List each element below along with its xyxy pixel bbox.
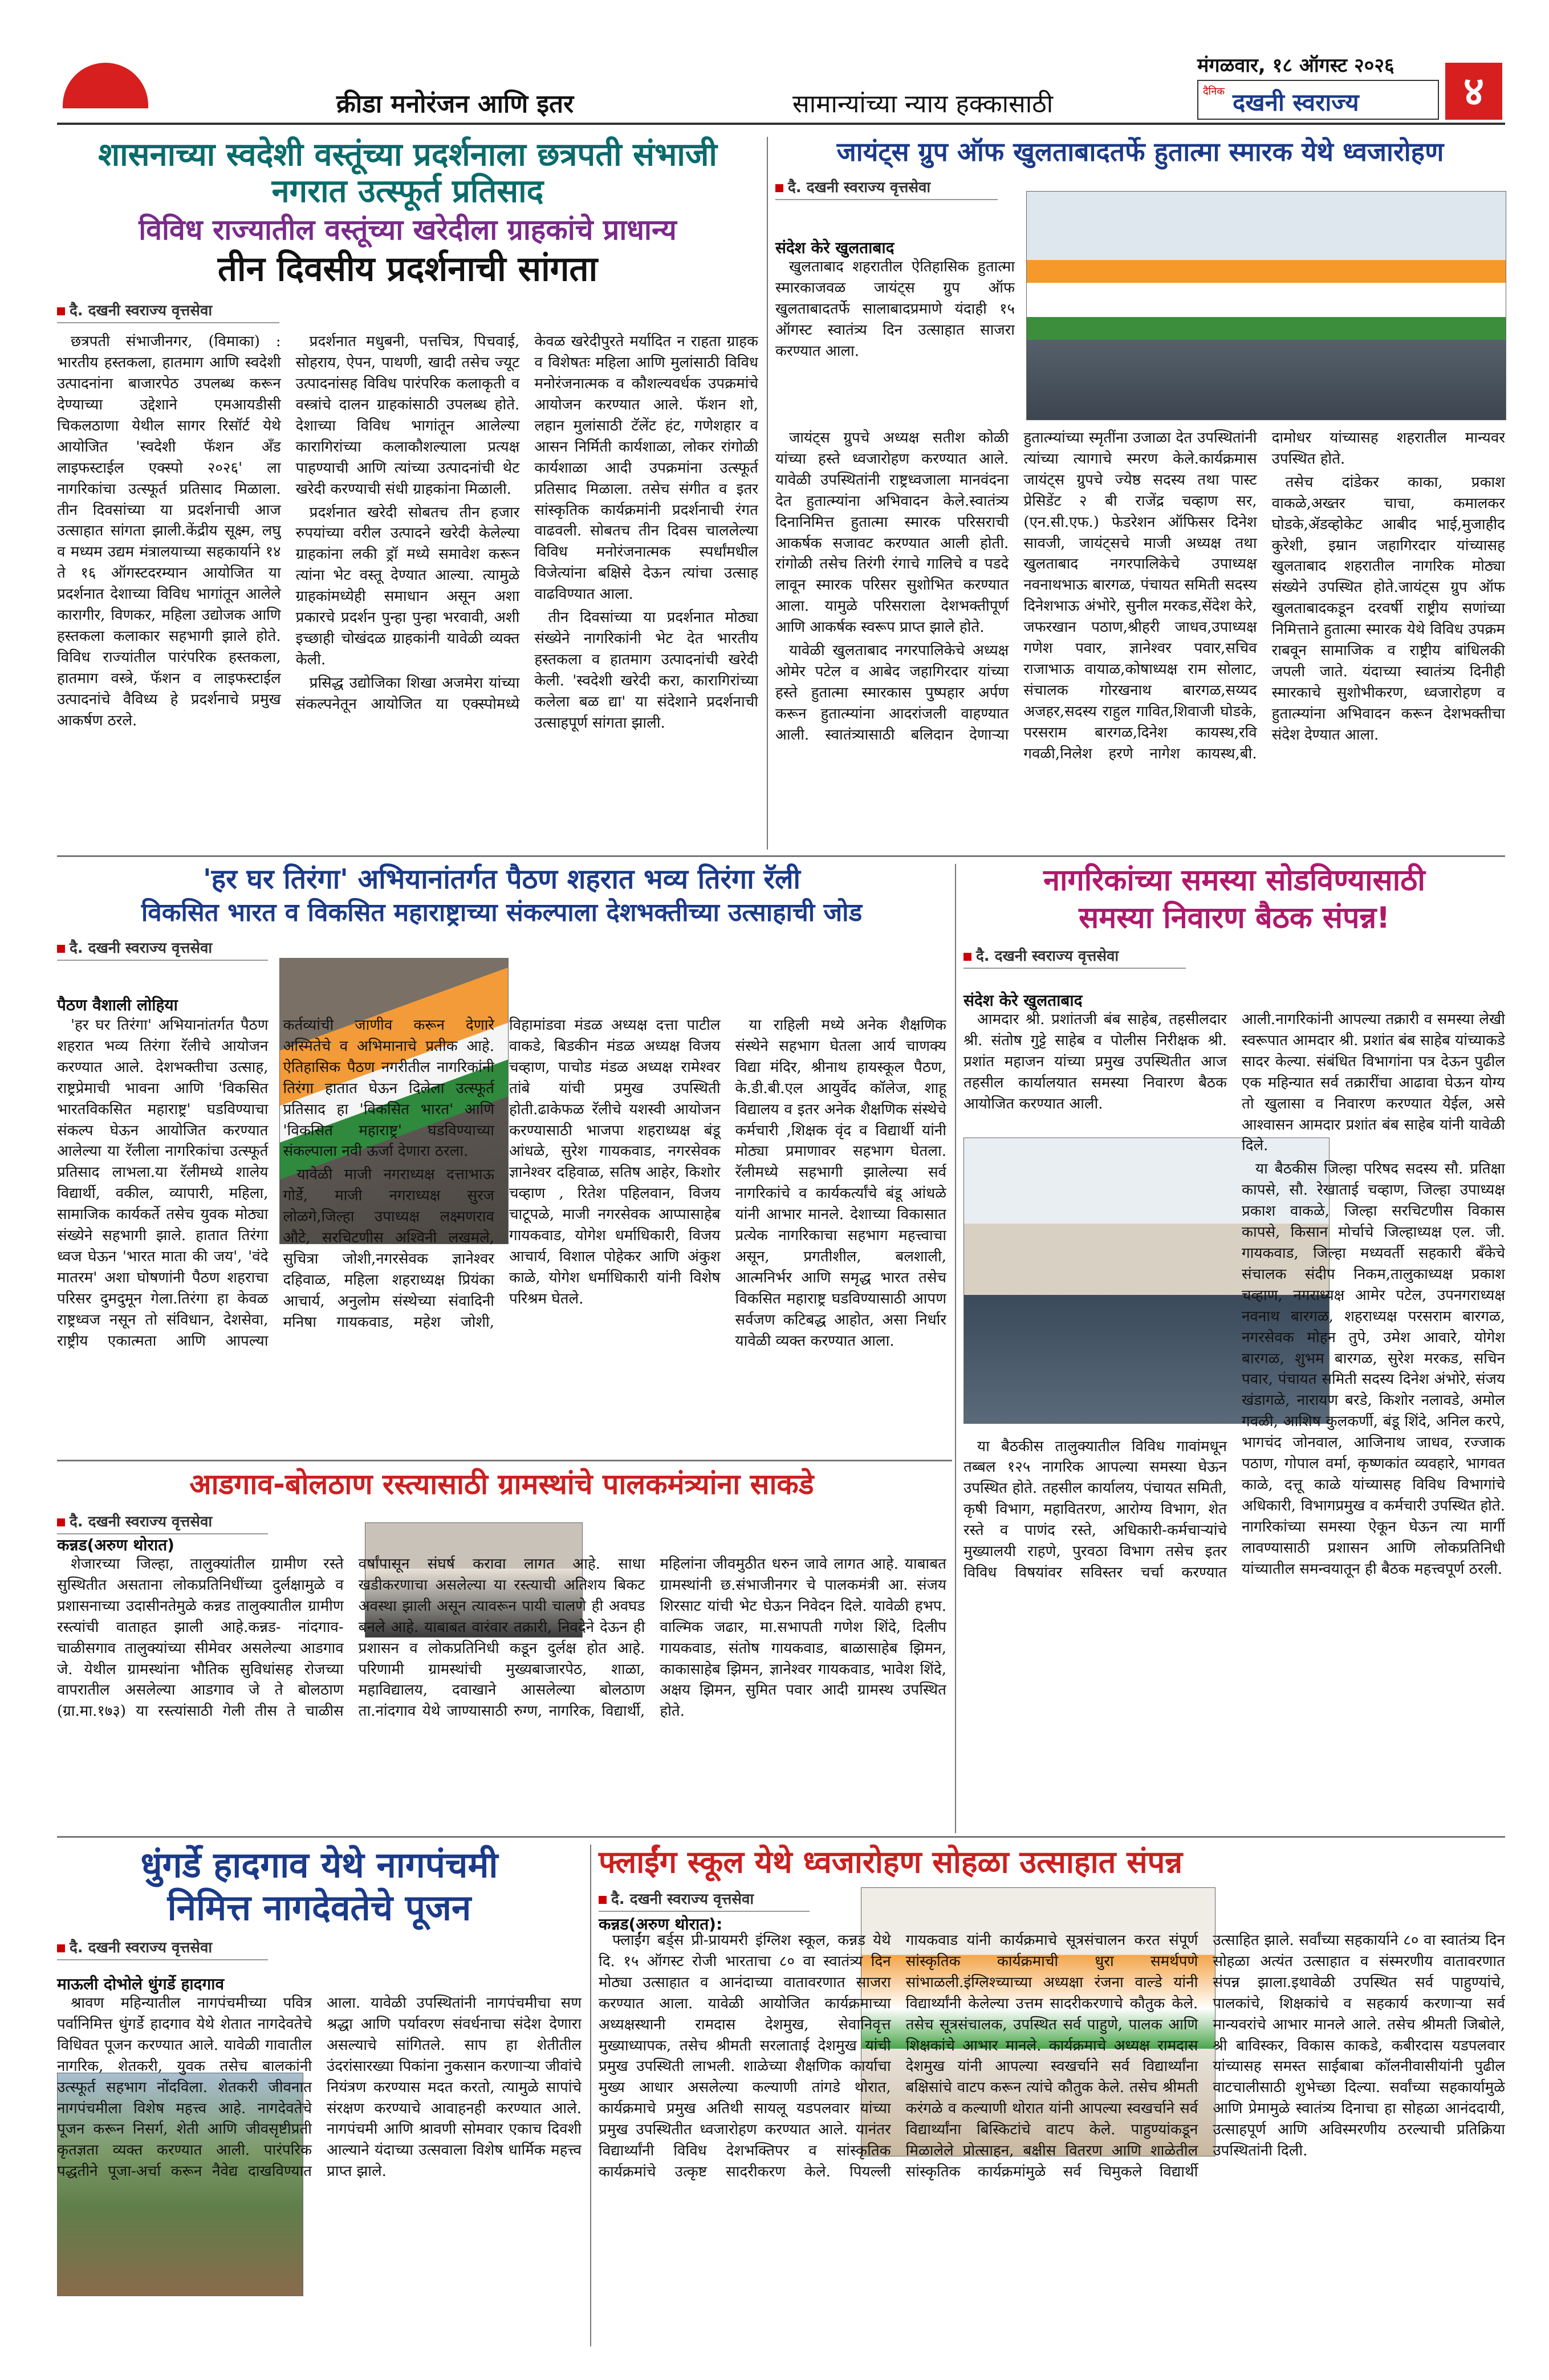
paragraph: प्रसिद्ध उद्योजिका शिखा अजमेरा यांच्या संकल्पनेतून आयोजित या एक्स्पोमध्ये केवळ खरेदीपुरते मर्यादित न राहता ग्राहक व विशेषतः महिला आणि मुलांसाठी विविध मनोरंजनात्मक व कौशल्यवर्धक उपक्रमांचे आयोजन करण्यात आले. फॅशन शो, लहान मुलांसाठी टॅलेंट हंट, गणेशहार व आसन निर्मिती कार्यशाळा, लोकर रांगोळी कार्यशाळा आदी उपक्रमांना उत्स्फूर्त प्रतिसाद मिळाला. तसेच संगीत व इतर सांस्कृतिक कार्यक्रमांनी प्रदर्शनाची रंगत वाढवली. सोबतच तीन दिवस चाललेल्या विविध मनोरंजनात्मक स्पर्धांमधील विजेत्यांना बक्षिसे देऊन त्यांचा उत्साह वाढविण्यात आला.: [295, 333, 758, 713]
headline: जायंट्स ग्रुप ऑफ खुलताबादतर्फे हुतात्मा स्मारक येथे ध्वजारोहण: [836, 136, 1444, 167]
paragraph: या बैठकीस जिल्हा परिषद सदस्य सौ. प्रतिक्षा कापसे, सौ. रेखाताई चव्हाण, जिल्हा उपाध्यक्ष प्रकाश वाकळे, जिल्हा सरचिटणीस विकास कापसे, किसान मोर्चाचे जिल्हाध्यक्ष एल. जी. गायकवाड, जिल्हा मध्यवर्ती सहकारी बँकेचे संचालक संदीप निकम,तालुकाध्यक्ष प्रकाश चव्हाण, नगराध्यक्ष आमेर पटेल, उपनगराध्यक्ष नवनाथ बारगळ, शहराध्यक्ष परसराम बारगळ, नगरसेवक मोहन तुपे, उमेश आवारे, योगेश बारगळ, शुभम बारगळ, सुरेश मरकड, सचिन पवार, पंचायत समिती सदस्य दिनेश अंभोरे, संजय खंडागळे, नारायण बरडे, किशोर नलावडे, अमोल गवळी, आशिष कुलकर्णी, बंडू शिंदे, अनिल करपे, भागचंद जोनवाल, आजिनाथ जाधव, रज्जाक पठाण, गोपाल वर्मा, कृष्णकांत व्यवहारे, भागवत काळे, दत्तू काळे यांच्यासह विविध विभागांचे अधिकारी, विभागप्रमुख व कर्मचारी उपस्थित होते. नागरिकांच्या समस्या ऐकून घेऊन त्या मार्गी लावण्यासाठी प्रशासन आणि लोकप्रतिनिधी यांच्यातील समन्वयातून ही बैठक महत्त्वपूर्ण ठरली.: [1242, 1160, 1505, 1578]
column-divider: [767, 137, 768, 850]
headline: धुंगर्डे हादगाव येथे नागपंचमी: [140, 1844, 498, 1886]
dateline: कन्नड(अरुण थोरात): [57, 1536, 174, 1554]
paragraph: श्रावण महिन्यातील नागपंचमीच्या पवित्र पर्वानिमित्त धुंगर्डे हादगाव येथे शेतात नागदेवतेचे विधिवत पूजन करण्यात आले. यावेळी गावातील नागरिक, शेतकरी, युवक तसेच बालकांनी उत्स्फूर्त सहभाग नोंदविला. शेतकरी जीवनात नागपंचमीला विशेष महत्त्व आहे. नागदेवतेचे पूजन करून निसर्ग, शेती आणि जीवसृष्टीप्रती कृतज्ञता व्यक्त करण्यात आली. पारंपरिक पद्धतीने पूजा-अर्चा करून नैवेद्य दाखविण्यात आला. यावेळी उपस्थितांनी नागपंचमीचा सण श्रद्धा आणि पर्यावरण संवर्धनाचा संदेश देणारा असल्याचे सांगितले. साप हा शेतीतील उंदरांसारख्या पिकांना नुकसान करणाऱ्या जीवांचे नियंत्रण करण्यास मदत करतो, त्यामुळे सापांचे संरक्षण करण्याचे आवाहनही करण्यात आले. नागपंचमी आणि श्रावणी सोमवार एकाच दिवशी आल्याने यंदाच्या उत्सवाला विशेष धार्मिक महत्त्व प्राप्त झाले.: [57, 1995, 582, 2180]
byline: [599, 1888, 810, 1912]
paper-logo: [1197, 80, 1439, 120]
masthead: [0, 0, 1549, 125]
column-divider: [590, 1845, 591, 2346]
section-divider: [57, 1460, 952, 1461]
bullet-icon: [57, 945, 65, 953]
paragraph: या बैठकीस तालुक्यातील विविध गावांमधून तब्बल १२५ नागरिक आपल्या समस्या घेऊन उपस्थित होते. तहसील कार्यालय, पंचायत समिती, कृषी विभाग, महावितरण, आरोग्य विभाग, शेत रस्ते व पाणंद रस्ते, अधिकारी-कर्मचाऱ्यांचे मुख्यालयी राहणे, पुरवठा विभाग तसेच इतर विविध विषयांवर सविस्तर चर्चा करण्यात आली.नागरिकांनी आपल्या तक्रारी व समस्या लेखी स्वरूपात आमदार श्री. प्रशांत बंब साहेब यांच्याकडे सादर केल्या. संबंधित विभागांना पत्र देऊन पुढील एक महिन्यात सर्व तक्रारींचा आढावा घेऊन योग्य तो खुलासा व निवारण करण्यात येईल, असे आश्वासन आमदार प्रशांत बंब साहेब यांनी यावेळी दिले.: [963, 1011, 1505, 1581]
dateline: कन्नड(अरुण थोरात):: [599, 1915, 723, 1934]
paper-logo-name: दखनी स्वराज्य: [1233, 88, 1359, 116]
article-body: [963, 1009, 1505, 1830]
subheadline: समस्या निवारण बैठक संपन्न!: [1079, 900, 1390, 935]
headline: नागरिकांच्या समस्या सोडविण्यासाठी: [1043, 863, 1425, 897]
paragraph: जायंट्स ग्रुपचे अध्यक्ष सतीश कोळी यांच्या हस्ते ध्वजारोहण करण्यात आले. यावेळी उपस्थितांनी राष्ट्रध्वजाला मानवंदना देत हुतात्म्यांना अभिवादन केले.स्वातंत्र्य दिनानिमित्त हुतात्मा स्मारक परिसराची आकर्षक सजावट करण्यात आली होती. रांगोळी तसेच तिरंगी रंगाचे गालिचे व पडदे लावून स्मारक परिसर सुशोभित करण्यात आला. यामुळे परिसराला देशभक्तीपूर्ण आणि आकर्षक स्वरूप प्राप्त झाले होते.: [775, 429, 1009, 636]
paragraph: तीन दिवसांच्या या प्रदर्शनात मोठ्या संख्येने नागरिकांनी भेट देत भारतीय हस्तकला व हातमाग उत्पादनांची खरेदी केली. 'स्वदेशी खरेदी करा, कारागिरांच्या कलेला बळ द्या' या संदेशाने प्रदर्शनाची उत्साहपूर्ण सांगता झाली.: [534, 609, 758, 732]
headline: आडगाव-बोलठाण रस्त्यासाठी ग्रामस्थांचे पालकमंत्र्यांना साकडे: [189, 1468, 814, 1501]
paragraph: तसेच दांडेकर काका, प्रकाश वाकळे,अख्तर चाचा, कमालकर घोडके,ॲडव्होकेट आबीद भाई,मुजाहीद कुरेशी, इम्रान जहागिरदार यांच्यासह खुलताबाद शहरातील नागरिक मोठ्या संख्येने उपस्थित होते.जायंट्स ग्रुप ऑफ खुलताबादकडून दरवर्षी राष्ट्रीय सणांच्या निमित्ताने हुतात्मा स्मारक येथे विविध उपक्रम राबवून सामाजिक व राष्ट्रीय बांधिलकी जपली जाते. यंदाच्या स्वातंत्र्य दिनीही स्मारकाचे सुशोभीकरण, ध्वजारोहण व हुतात्म्यांना अभिवादन करून देशभक्तीचा संदेश देण्यात आला.: [1271, 473, 1505, 744]
section-label: क्रीडा मनोरंजन आणि इतर: [336, 90, 574, 119]
byline: [57, 1936, 268, 1960]
paragraph: प्रदर्शनात खरेदी सोबतच तीन हजार रुपयांच्या वरील उत्पादने खरेदी केलेल्या ग्राहकांना लकी ड्रॉ मध्ये समावेश करून त्यांना भेट वस्तू देण्यात आल्या. त्यामुळे ग्राहकांमध्येही समाधान असून अशा प्रकारचे प्रदर्शन पुन्हा पुन्हा भरवावी, अशी इच्छाही चोखंदळ ग्राहकांनी यावेळी व्यक्त केली.: [295, 503, 520, 668]
dateline: संदेश केरे खुलताबाद: [775, 238, 895, 257]
paragraph: आमदार श्री. प्रशांतजी बंब साहेब, तहसीलदार श्री. संतोष गुट्टे साहेब व पोलीस निरीक्षक श्री. प्रशांत महाजन यांच्या प्रमुख उपस्थितीत आज तहसील कार्यालयात समस्या निवारण बैठक आयोजित करण्यात आली.: [963, 1011, 1227, 1112]
bullet-icon: [57, 1944, 65, 1952]
dateline: माऊली दोभोले धुंगर्डे हादगाव: [57, 1975, 225, 1993]
subheadline: विविध राज्यातील वस्तूंच्या खरेदीला ग्राहकांचे प्राधान्य: [139, 213, 677, 246]
bullet-icon: [775, 184, 783, 192]
paragraph: यावेळी खुलताबाद नगरपालिकेचे अध्यक्ष ओमेर पटेल व आबेद जहागिरदार यांच्या हस्ते हुतात्मा स्मारकास पुष्पहार अर्पण करून हुतात्म्यांना आदरांजली वाहण्यात आली. स्वातंत्र्यासाठी बलिदान देणाऱ्या हुतात्म्यांच्या स्मृतींना उजाळा देत उपस्थितांनी त्यांच्या त्यागाचे स्मरण केले.कार्यक्रमास जायंट्स ग्रुपचे ज्येष्ठ सदस्य तथा पास्ट प्रेसिडेंट २ बी राजेंद्र चव्हाण सर, (एन.सी.एफ.) फेडरेशन ऑफिसर दिनेश सावजी, जायंट्सचे माजी अध्यक्ष तथा खुलताबाद नगरपालिकेचे उपाध्यक्ष नवनाथभाऊ बारगळ, पंचायत समिती सदस्य दिनेशभाऊ अंभोरे, सुनील मरकड,सेंदेश केरे, जफरखान पठाण,श्रीहरी जाधव,उपाध्यक्ष गणेश पवार, ज्ञानेश्वर पवार,सचिव राजाभाऊ वायाळ,कोषाध्यक्ष राम सोलाट, संचालक गोरखनाथ बारगळ,सय्यद अजहर,सदस्य राहुल गावित,शिवाजी घोडके, परसराम बारगळ,दिनेश कायस्थ,रवि गवळी,निलेश हरणे नागेश कायस्थ,बी. दामोधर यांच्यासह शहरातील मान्यवर उपस्थित होते.: [775, 429, 1505, 762]
article-body: [57, 1993, 582, 2346]
subheadline-2: तीन दिवसीय प्रदर्शनाची सांगता: [217, 249, 598, 290]
article-flying-school: [599, 1845, 1505, 2346]
paragraph: खुलताबाद शहरातील ऐतिहासिक हुतात्मा स्मारकाजवळ जायंट्स ग्रुप ऑफ खुलताबादतर्फे सालाबादप्रमाणे यंदाही १५ ऑगस्ट स्वातंत्र्य दिन उत्साहात साजरा करण्यात आला.: [775, 258, 1015, 360]
byline: [57, 937, 268, 961]
headline: शासनाच्या स्वदेशी वस्तूंच्या प्रदर्शनाला छत्रपती संभाजी नगरात उत्स्फूर्त प्रतिसाद: [98, 136, 717, 210]
article-exhibition: [57, 137, 758, 850]
paragraph: शेजारच्या जिल्हा, तालुक्यांतील ग्रामीण रस्ते सुस्थितीत असताना लोकप्रतिनिधींच्या दुर्लक्षामुळे व प्रशासनाच्या उदासीनतेमुळे कन्नड तालुक्यातील ग्रामीण रस्त्यांची वाताहत झाली आहे.कन्नड- नांदगाव- चाळीसगाव तालुक्यांच्या सीमेवर असलेल्या आडगाव जे. येथील ग्रामस्थांना भौतिक सुविधांसह रोजच्या वापरातील असलेल्या आडगाव जे ते बोलठाण (ग्रा.मा.१७३) या रस्त्यांसाठी गेली तीस ते चाळीस वर्षांपासून संघर्ष करावा लागत आहे. साधा खडीकरणाचा असलेल्या या रस्त्याची अतिशय बिकट अवस्था झाली असून त्यावरून पायी चालणे ही अवघड बनले आहे. याबाबत वारंवार तक्रारी, निवदेने देऊन ही प्रशासन व लोकप्रतिनिधी कडून दुर्लक्ष होत आहे. परिणामी ग्रामस्थांची मुख्यबाजारपेठ, शाळा, महाविद्यालय, दवाखाने आसलेल्या बोलठाण ता.नांदगाव येथे जाण्यासाठी रुग्ण, नागरिक, विद्यार्थी, महिलांना जीवमुठीत धरुन जावे लागत आहे. याबाबत ग्रामस्थांनी छ.संभाजीनगर चे पालकमंत्री आ. संजय शिरसाट यांची भेट घेऊन निवेदन दिले. यावेळी हभप. वाल्मिक जढार, मा.सभापती गणेश शिंदे, दिलीप गायकवाड, संतोष गायकवाड, बाळासाहेब झिमन, काकासाहेब झिमन, ज्ञानेश्वर गायकवाड, भावेश शिंदे, अक्षय झिमन, सुमित पवार आदी ग्रामस्थ उपस्थित होते.: [57, 1555, 946, 1720]
paper-logo-small: दैनिक: [1203, 86, 1225, 98]
paragraph: फ्लाईंग बर्ड्स प्री-प्रायमरी इंग्लिश स्कूल, कन्नड येथे दि. १५ ऑगस्ट रोजी भारताचा ८० वा स्वातंत्र्य दिन मोठ्या उत्साहात व आनंदाच्या वातावरणात साजरा करण्यात आला. यावेळी आयोजित कार्यक्रमाच्या अध्यक्षस्थानी रामदास देशमुख, सेवानिवृत्त मुख्याध्यापक, तसेच श्रीमती सरलाताई देशमुख यांची प्रमुख उपस्थिती लाभली. शाळेच्या शैक्षणिक कार्याचा मुख्य आधार असलेल्या कल्याणी तांगडे थोरात, कार्यक्रमाचे प्रमुख अतिथी सायलू यडपलवार यांच्या प्रमुख उपस्थितीत ध्वजारोहण करण्यात आले. यानंतर विद्यार्थ्यांनी विविध देशभक्तिपर व सांस्कृतिक कार्यक्रमांचे उत्कृष्ट सादरीकरण केले. पियल्ली गायकवाड यांनी कार्यक्रमाचे सूत्रसंचालन करत संपूर्ण सांस्कृतिक कार्यक्रमाची धुरा समर्थपणे सांभाळली.इंग्लिश्च्याच्या अध्यक्षा रंजना वाल्डे यांनी विद्यार्थ्यांनी केलेल्या उत्तम सादरीकरणाचे कौतुक केले. तसेच सूत्रसंचालक, उपस्थित सर्व पाहुणे, पालक आणि शिक्षकांचे आभार मानले. कार्यक्रमाचे अध्यक्ष रामदास देशमुख यांनी आपल्या स्वखर्चाने सर्व विद्यार्थ्यांना बक्षिसांचे वाटप करून त्यांचे कौतुक केले. तसेच श्रीमती करंगळे व कल्याणी थोरात यांनी आपल्या स्वखर्चाने सर्व विद्यार्थ्यांना बिस्किटांचे वाटप केले. पाहुण्यांकडून मिळालेले प्रोत्साहन, बक्षीस वितरण आणि शाळेतील सांस्कृतिक कार्यक्रमांमुळे सर्व चिमुकले विद्यार्थी उत्साहित झाले. सर्वांच्या सहकार्याने ८० वा स्वातंत्र्य दिन सोहळा अत्यंत उत्साहात व संस्मरणीय वातावरणात संपन्न झाला.इथावेळी उपस्थित सर्व पाहुण्यांचे, पालकांचे, शिक्षकांचे व सहकार्य करणाऱ्या सर्व मान्यवरांचे आभार मानले आले. तसेच श्रीमती जिबोले, श्री बाविस्कर, विकास काकडे, कबीरदास यडपलवार यांच्यासह समस्त साईबाबा कॉलनीवासीयांनी पुढील वाटचालीसाठी शुभेच्छा दिल्या. सर्वांच्या सहकार्यामुळे आणि प्रेमामुळे स्वातंत्र्य दिनाचा हा सोहळा आनंददायी, उत्साहपूर्ण आणि अविस्मरणीय ठरल्याची प्रतिक्रिया उपस्थितांनी दिली.: [599, 1932, 1505, 2180]
paragraph: यावेळी माजी नगराध्यक्ष दत्ताभाऊ गोर्डे, माजी नगराध्यक्ष सुरज लोळगे,जिल्हा उपाध्यक्ष लक्ष्मणराव औटे, सरचिटणीस अश्विनी लखमले, सुचित्रा जोशी,नगरसेवक ज्ञानेश्वर दहिवाळ, महिला शहराध्यक्ष प्रियंका आचार्य, अनुलोम संस्थेच्या संवादिनी मनिषा गायकवाड, महेश जोशी, विहामांडवा मंडळ अध्यक्ष दत्ता पाटील वाकडे, बिडकीन मंडळ अध्यक्ष विजय चव्हाण, पाचोड मंडळ अध्यक्ष रामेश्वर तांबे यांची प्रमुख उपस्थिती होती.ढाकेफळ रॅलीचे यशस्वी आयोजन करण्यासाठी भाजपा शहराध्यक्ष बंडू आंधळे, सुरेश गायकवाड, नगरसेवक ज्ञानेश्वर दहिवाळ, सतिष आहेर, किशोर चव्हाण , रितेश पहिलवान, विजय चाटूपळे, माजी नगरसेवक आप्पासाहेब गायकवाड, योगेश धर्माधिकारी, विजय आचार्य, विशाल पोहेकर आणि अंकुश काळे, योगेश धर्माधिकारी यांनी विशेष परिश्रम घेतले.: [283, 1017, 721, 1331]
article-body: [57, 1554, 946, 1827]
flag-hoisting-photo: [1026, 191, 1506, 420]
article-body: [57, 331, 758, 816]
article-body: [599, 1930, 1505, 2341]
subheadline: निमित्त नागदेवतेचे पूजन: [167, 1887, 471, 1929]
section-divider: [57, 855, 1505, 857]
byline-text: दै. दखनी स्वराज्य वृत्तसेवा: [70, 1513, 213, 1530]
tagline: सामान्यांच्या न्याय हक्कासाठी: [792, 90, 1054, 119]
bullet-icon: [57, 307, 65, 315]
article-body-lead: [775, 257, 1015, 422]
byline: [775, 176, 998, 200]
dateline: संदेश केरे खुलताबाद: [963, 991, 1083, 1010]
byline-text: दै. दखनी स्वराज्य वृत्तसेवा: [788, 178, 931, 196]
page-number: ४: [1445, 63, 1502, 120]
dateline: पैठण वैशाली लोहिया: [57, 996, 178, 1014]
paragraph: छत्रपती संभाजीनगर, (विमाका) : भारतीय हस्तकला, हातमाग आणि स्वदेशी उत्पादनांना बाजारपेठ उपलब्ध करून देण्याच्या उद्देशाने एमआयडीसी चिकलठाणा येथील सागर रिसॉर्ट येथे आयोजित 'स्वदेशी फॅशन अँड लाइफस्टाईल एक्स्पो २०२६' ला नागरिकांचा उत्स्फूर्त प्रतिसाद मिळाला. तीन दिवसांच्या या प्रदर्शनाची आज उत्साहात सांगता झाली.केंद्रीय सूक्ष्म, लघु व मध्यम उद्यम मंत्रालयाच्या सहकार्याने १४ ते १६ ऑगस्टदरम्यान आयोजित या प्रदर्शनात देशाच्या विविध भागांतून आलेले कारागीर, विणकर, महिला उद्योजक आणि हस्तकला कलाकार सहभागी झाले होते. विविध राज्यांतील पारंपरिक हस्तकला, हातमाग वस्त्रे, फॅशन व लाइफस्टाईल उत्पादनांचे वैविध्य हे प्रदर्शनाचे प्रमुख आकर्षण ठरले.: [57, 333, 281, 729]
article-giants-group: [775, 137, 1505, 850]
bullet-icon: [599, 1896, 607, 1904]
bullet-icon: [963, 953, 971, 961]
header-rule: [57, 123, 1505, 125]
byline: [57, 299, 279, 323]
section-divider: [57, 1836, 1505, 1838]
byline-text: दै. दखनी स्वराज्य वृत्तसेवा: [976, 947, 1119, 965]
headline: फ्लाईंग स्कूल येथे ध्वजारोहण सोहळा उत्साहात संपन्न: [599, 1844, 1183, 1880]
headline: 'हर घर तिरंगा' अभियानांतर्गत पैठण शहरात भव्य तिरंगा रॅली: [203, 863, 800, 895]
issue-date: मंगळवार, १८ ऑगस्ट २०२६: [1197, 54, 1394, 77]
bullet-icon: [57, 1518, 65, 1526]
byline-text: दै. दखनी स्वराज्य वृत्तसेवा: [70, 302, 213, 320]
column-divider: [955, 864, 956, 1833]
byline-text: दै. दखनी स्वराज्य वृत्तसेवा: [70, 1939, 213, 1956]
photo-spacer: [963, 1117, 1227, 1436]
byline-text: दै. दखनी स्वराज्य वृत्तसेवा: [611, 1891, 754, 1908]
byline: [963, 945, 1186, 969]
paragraph: प्रदर्शनात मधुबनी, पत्तचित्र, पिचवाई, सोहराय, ऐपन, पाथणी, खादी तसेच ज्यूट उत्पादनांसह विविध पारंपरिक कलाकृती व वस्त्रांचे दालन ग्राहकांसाठी उपलब्ध होते. देशाच्या विविध भागांतून आलेल्या कारागिरांच्या कलाकौशल्याला प्रत्यक्ष पाहण्याची आणि त्यांच्या उत्पादनांची थेट खरेदी करण्याची संधी ग्राहकांना मिळाली.: [295, 333, 520, 498]
article-road-demand: [57, 1468, 946, 1833]
paragraph: या राहिली मध्ये अनेक शैक्षणिक संस्थेने सहभाग घेतला आर्य चाणक्य विद्या मंदिर, श्रीनाथ हायस्कूल पैठण, के.डी.बी.एल आयुर्वेद कॉलेज, शाहू विद्यालय व इतर अनेक शैक्षणिक संस्थेचे कर्मचारी ,शिक्षक वृंद व विद्यार्थी यांनी मोठ्या प्रमाणावर सहभाग घेतला. रॅलीमध्ये सहभागी झालेल्या सर्व नागरिकांचे व कार्यकर्त्यांचे बंडू आंधळे यांनी आभार मानले. देशाच्या विकासात प्रत्येक नागरिकाचा सहभाग महत्त्वाचा असून, प्रगतीशील, बलशाली, आत्मनिर्भर आणि समृद्ध भारत तसेच विकसित महाराष्ट्र घडविण्यासाठी आपण सर्वजण कटिबद्ध आहोत, असा निर्धार यावेळी व्यक्त करण्यात आला.: [735, 1017, 946, 1350]
article-body: [57, 1015, 946, 1454]
article-nagpanchami: [57, 1845, 582, 2346]
subheadline: विकसित भारत व विकसित महाराष्ट्राच्या संकल्पाला देशभक्तीच्या उत्साहाची जोड: [141, 898, 863, 928]
article-grievance-meeting: [963, 864, 1505, 1833]
byline: [57, 1510, 268, 1534]
paragraph: 'हर घर तिरंगा' अभियानांतर्गत पैठण शहरात भव्य तिरंगा रॅलीचे आयोजन करण्यात आले. देशभक्तीचा उत्साह, राष्ट्रप्रेमाची भावना आणि 'विकसित भारतविकसित महाराष्ट्र' घडविण्याचा संकल्प घेऊन आयोजित करण्यात आलेल्या या रॅलीला नागरिकांचा उत्स्फूर्त प्रतिसाद लाभला.या रॅलीमध्ये शालेय विद्यार्थी, वकील, व्यापारी, महिला, सामाजिक कार्यकर्ते तसेच युवक मोठ्या संख्येने सहभागी झाले. हातात तिरंगा ध्वज घेऊन 'भारत माता की जय', 'वंदे मातरम' अशा घोषणांनी पैठण शहराचा परिसर दुमदुमून गेला.तिरंगा हा केवळ राष्ट्रध्वज नसून तो संविधान, देशसेवा, राष्ट्रीय एकात्मता आणि आपल्या कर्तव्यांची जाणीव करून देणारे अस्मितेचे व अभिमानाचे प्रतीक आहे. ऐतिहासिक पैठण नगरीतील नागरिकांनी तिरंगा हातात घेऊन दिलेला उत्स्फूर्त प्रतिसाद हा 'विकसित भारत' आणि 'विकसित महाराष्ट्र' घडविण्याच्या संकल्पाला नवी ऊर्जा देणारा ठरला.: [57, 1017, 494, 1350]
article-tiranga-rally: [57, 864, 946, 1457]
logo-mark: [63, 63, 148, 108]
article-body: [775, 428, 1505, 850]
byline-text: दै. दखनी स्वराज्य वृत्तसेवा: [70, 939, 213, 957]
